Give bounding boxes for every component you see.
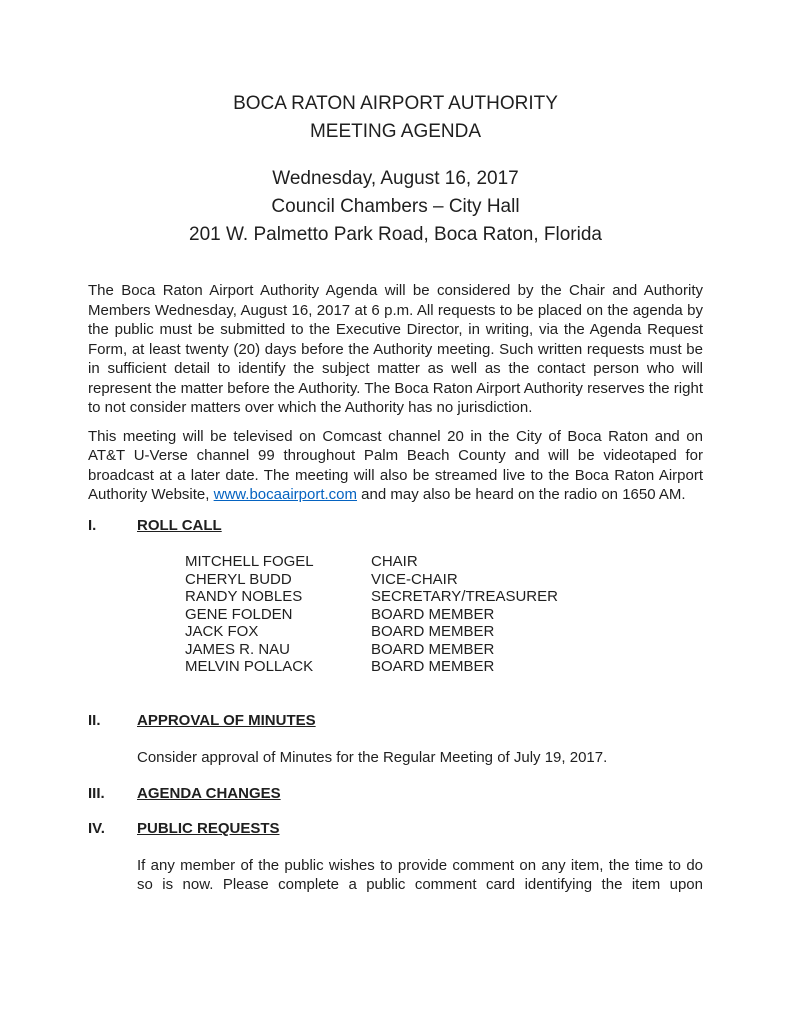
section-heading-roll-call (88, 516, 703, 536)
roll-call-row (185, 588, 703, 606)
section-heading-approval-of-minutes (88, 711, 703, 731)
document-title (88, 90, 703, 146)
public-requests-body: If any member of the public wishes to provide comment on any item, the time to do so is now. Please complete a public comment card identifying the item upon (137, 856, 703, 893)
roll-call-row (185, 658, 703, 676)
roll-call-row (185, 606, 703, 624)
member-name: CHERYL BUDD (185, 570, 292, 588)
event-details (88, 165, 703, 249)
member-name: RANDY NOBLES (185, 588, 303, 605)
event-venue: Council Chambers – City Hall (271, 196, 520, 217)
roll-call-list (185, 553, 703, 676)
section-heading-label: APPROVAL OF MINUTES (137, 711, 316, 729)
event-date: Wednesday, August 16, 2017 (272, 168, 519, 189)
section-heading-public-requests (88, 819, 703, 839)
section-numeral: I. (88, 516, 97, 534)
intro-paragraph: The Boca Raton Airport Authority Agenda will be considered by the Chair and Authority Members Wednesday, August 16, 2017 at 6 p.m. All requests to be placed on the agenda by the public must be submitted to the Executive Director, in writing, via the Agenda Request Form, at least twenty (20) days before the Authority meeting. Such written requests must be in sufficient detail to identify the subject matter as well as the contact person who will represent the matter before the Authority. The Boca Raton Airport Authority reserves the right to not consider matters over which the Authority has no jurisdiction. (88, 282, 703, 416)
member-role: BOARD MEMBER (371, 623, 495, 640)
roll-call-row (185, 641, 703, 659)
document-title-line-1: BOCA RATON AIRPORT AUTHORITY (233, 93, 558, 114)
section-heading-agenda-changes (88, 784, 703, 804)
member-role: VICE-CHAIR (371, 570, 458, 588)
member-name: GENE FOLDEN (185, 605, 293, 623)
roll-call-row (185, 571, 703, 589)
broadcast-paragraph (88, 427, 703, 505)
member-role: SECRETARY/TREASURER (371, 588, 558, 605)
roll-call-row (185, 553, 703, 571)
approval-of-minutes-body: Consider approval of Minutes for the Regular Meeting of July 19, 2017. (137, 749, 608, 766)
member-name: MELVIN POLLACK (185, 658, 314, 675)
member-role: BOARD MEMBER (371, 640, 495, 658)
broadcast-text-before-link: This meeting will be televised on Comcast channel 20 in the City of Boca Raton and on AT&T U-Verse channel 99 throughout Palm Beach County and will be videotaped for broadcast at a later date. The meeting will also be streamed live to the Boca Raton Airport Authority Website, (88, 427, 703, 503)
member-name: JACK FOX (185, 623, 259, 640)
section-numeral: III. (88, 784, 105, 802)
website-link[interactable]: www.bocaairport.com (213, 486, 358, 503)
section-heading-label: AGENDA CHANGES (137, 784, 281, 802)
section-heading-label: PUBLIC REQUESTS (137, 820, 280, 837)
member-role: BOARD MEMBER (371, 605, 495, 623)
member-name: MITCHELL FOGEL (185, 553, 314, 570)
broadcast-text-after-link: and may also be heard on the radio on 1650 AM. (357, 486, 686, 503)
member-role: CHAIR (371, 553, 418, 570)
section-numeral: II. (88, 711, 101, 729)
document-title-line-2: MEETING AGENDA (309, 121, 482, 142)
roll-call-row (185, 623, 703, 641)
section-numeral: IV. (88, 820, 105, 837)
event-address: 201 W. Palmetto Park Road, Boca Raton, Florida (189, 224, 602, 245)
member-role: BOARD MEMBER (371, 658, 495, 675)
section-heading-label: ROLL CALL (137, 516, 222, 534)
member-name: JAMES R. NAU (185, 640, 291, 658)
